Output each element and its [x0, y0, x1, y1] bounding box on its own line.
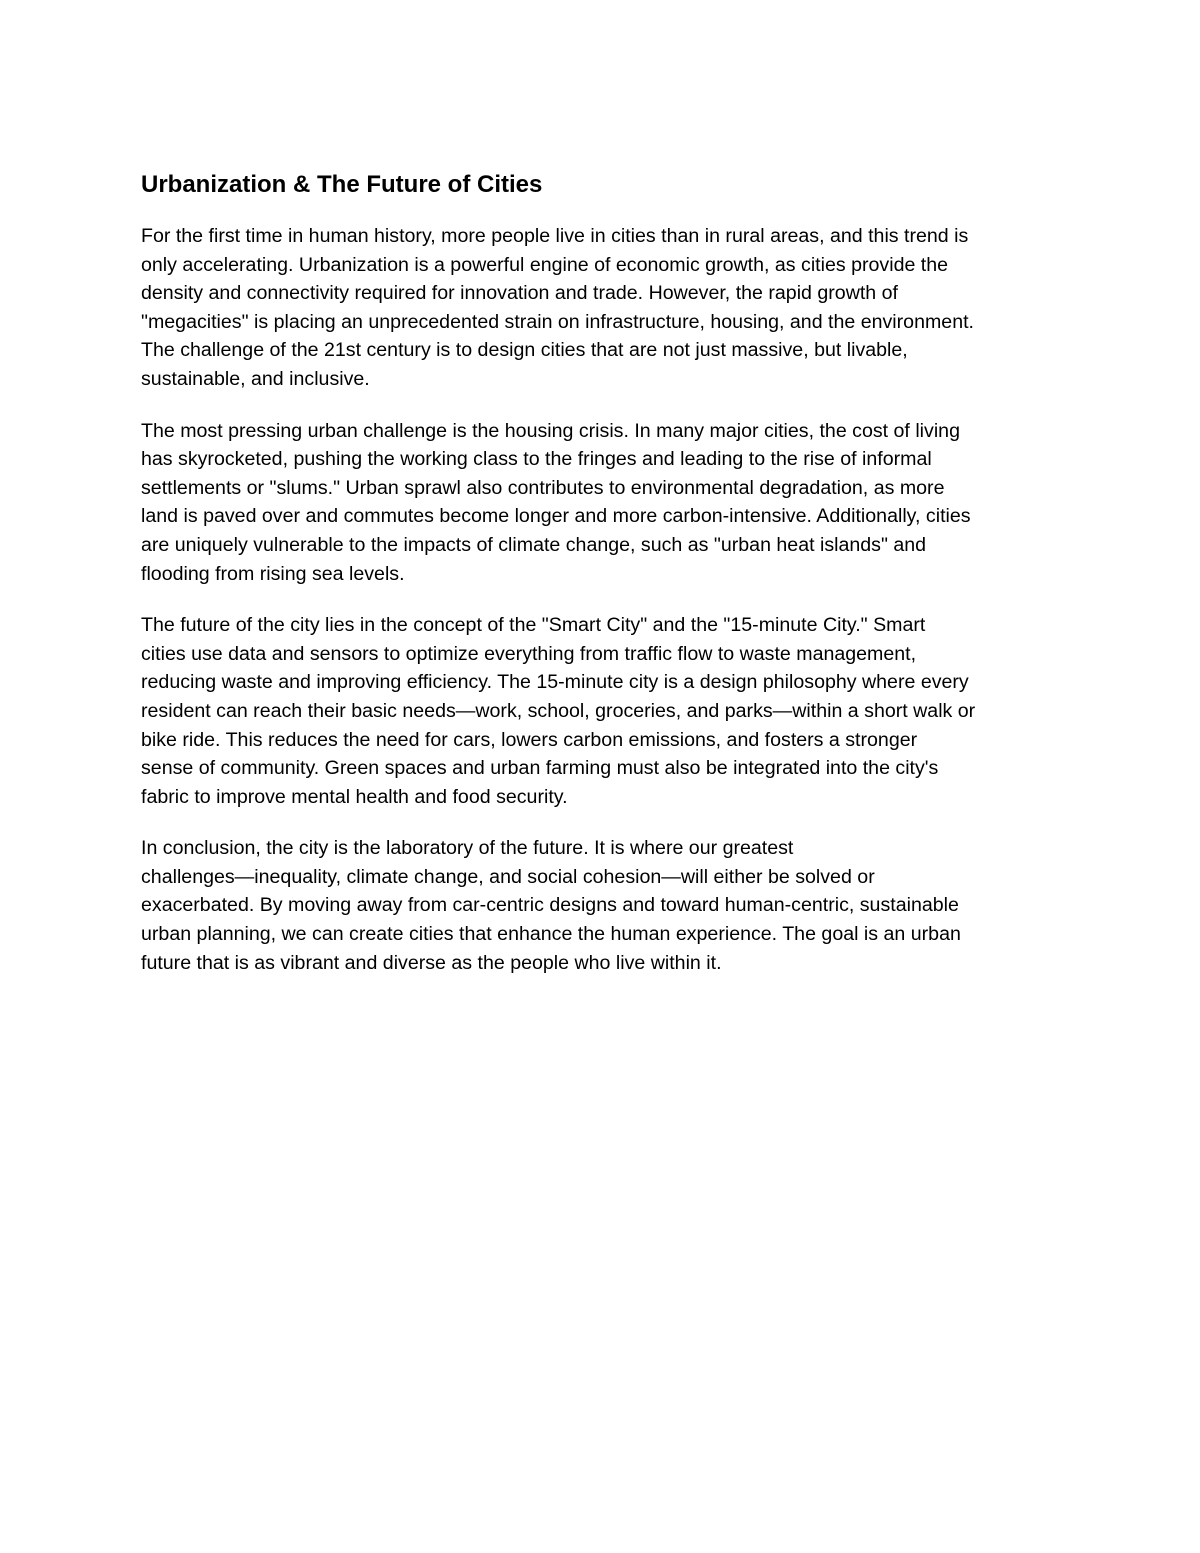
document-title: Urbanization & The Future of Cities — [141, 171, 543, 198]
text-line: The challenge of the 21st century is to design cities that are not just massive, but livable, — [141, 339, 908, 362]
text-line: fabric to improve mental health and food security. — [141, 785, 568, 808]
text-line: sense of community. Green spaces and urban farming must also be integrated into the city's — [141, 757, 939, 780]
text-line: bike ride. This reduces the need for cars, lowers carbon emissions, and fosters a stronger — [141, 728, 918, 751]
paragraph-conclusion — [141, 834, 1066, 977]
text-line: The most pressing urban challenge is the housing crisis. In many major cities, the cost of living — [141, 419, 960, 442]
text-line: density and connectivity required for innovation and trade. However, the rapid growth of — [141, 282, 898, 305]
text-line: urban planning, we can create cities that enhance the human experience. The goal is an urban — [141, 923, 961, 946]
text-line: challenges—inequality, climate change, and social cohesion—will either be solved or — [141, 865, 875, 888]
text-line: has skyrocketed, pushing the working class to the fringes and leading to the rise of informal — [141, 448, 932, 471]
text-line: For the first time in human history, more people live in cities than in rural areas, and this trend is — [141, 225, 969, 247]
text-line: settlements or "slums." Urban sprawl also contributes to environmental degradation, as more — [141, 476, 945, 499]
text-line: reducing waste and improving efficiency. The 15-minute city is a design philosophy where every — [141, 671, 969, 694]
text-line: land is paved over and commutes become longer and more carbon-intensive. Additionally, cities — [141, 505, 971, 528]
paragraph-smart-city — [141, 611, 1066, 811]
text-line: resident can reach their basic needs—work, school, groceries, and parks—within a short walk or — [141, 699, 976, 722]
text-line: "megacities" is placing an unprecedented strain on infrastructure, housing, and the environment. — [141, 310, 974, 333]
text-line: The future of the city lies in the concept of the "Smart City" and the "15-minute City." Smart — [141, 614, 926, 637]
paragraph-intro — [141, 222, 1066, 394]
text-line: are uniquely vulnerable to the impacts of climate change, such as "urban heat islands" and — [141, 533, 927, 556]
text-line: cities use data and sensors to optimize everything from traffic flow to waste management, — [141, 642, 917, 665]
text-line: only accelerating. Urbanization is a powerful engine of economic growth, as cities provide the — [141, 253, 949, 276]
text-line: sustainable, and inclusive. — [141, 367, 370, 390]
document-page — [141, 168, 1066, 1000]
text-line: exacerbated. By moving away from car-centric designs and toward human-centric, sustainable — [141, 894, 959, 917]
paragraph-housing-crisis — [141, 417, 1066, 589]
text-line: In conclusion, the city is the laboratory of the future. It is where our greatest — [141, 837, 794, 860]
text-line: flooding from rising sea levels. — [141, 562, 405, 585]
text-line: future that is as vibrant and diverse as the people who live within it. — [141, 951, 722, 974]
